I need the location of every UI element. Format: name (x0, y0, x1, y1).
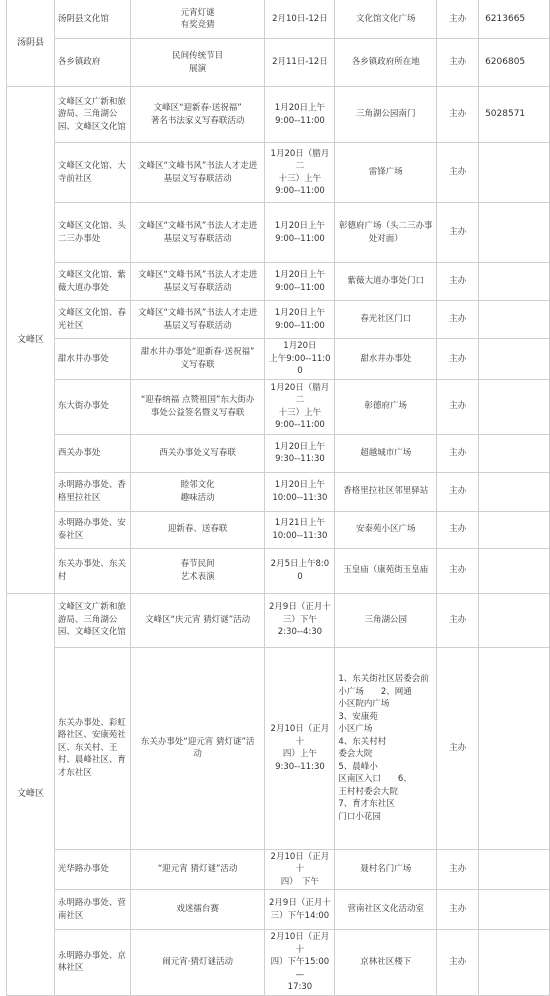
location-cell-line: 7、育才东社区 (338, 799, 395, 809)
location-cell-line: 紫薇大道办事处门口 (347, 276, 425, 287)
organizer-cell: 东大街办事处 (54, 379, 130, 434)
phone-cell (479, 339, 550, 380)
table-row (7, 593, 550, 647)
organizer-cell: 文峰区文广新和旅游局、三角湖公园、文峰区文化馆 (54, 87, 130, 143)
time-cell-line: 1月20日上午 (274, 270, 326, 280)
role-cell: 主办 (437, 0, 479, 39)
time-cell-line: 1月20日（腊月二 (270, 382, 330, 405)
time-cell-line: 9:00--11:00 (275, 320, 325, 331)
time-cell-line: 三）下午 (282, 614, 317, 625)
location-cell-line: 香格里拉社区邻里驿站 (343, 486, 429, 497)
phone-cell (479, 203, 550, 263)
location-cell-line: 1、东关街社区居委会前 (338, 674, 429, 684)
location-cell-line: 三角湖公园南门 (356, 109, 416, 120)
activity-cell (130, 203, 265, 263)
location-cell-line: 安泰苑小区广场 (356, 524, 416, 535)
time-cell (265, 301, 335, 339)
time-cell-line: 10:00--11:30 (272, 492, 328, 503)
role-cell: 主办 (437, 39, 479, 87)
phone-cell: 6213665 (479, 0, 550, 39)
location-cell-line: 小区广场 (338, 724, 373, 734)
phone-cell (479, 379, 550, 434)
location-cell-line: 4、东关村村 (338, 736, 387, 747)
time-cell-line: 2月5日上午8:00 (270, 559, 330, 582)
time-cell-line: 9:00--11:00 (275, 186, 325, 196)
activity-cell-line: 文峰区“文峰书风”书法人才走进 (137, 308, 258, 318)
activity-cell (130, 0, 265, 39)
location-cell-line: 甜水井办事处 (360, 353, 412, 364)
time-cell-line: 2月10日-12日 (272, 13, 328, 24)
activity-cell-line: 文峰区“文峰书风”书法人才走进 (137, 270, 258, 280)
phone-cell (479, 890, 550, 930)
organizer-cell: 文峰区文广新和旅游局、三角湖公园、文峰区文化馆 (54, 593, 130, 647)
phone-cell: 6206805 (479, 39, 550, 87)
location-cell (335, 849, 437, 890)
activity-cell-line: 著名书法家义写春联活动 (150, 115, 245, 126)
time-cell-line: 17:30 (287, 982, 313, 992)
activity-cell-line: 基层义写春联活动 (163, 233, 232, 244)
table-row (7, 548, 550, 593)
time-cell-line: 2:30--4:30 (277, 627, 323, 638)
organizer-cell: 文峰区文化馆、紫薇大道办事处 (54, 263, 130, 301)
time-cell (265, 263, 335, 301)
district-cell: 文峰区 (7, 87, 55, 594)
activity-cell (130, 472, 265, 511)
time-cell-line: 1月20日上午 (274, 308, 326, 318)
location-cell (335, 263, 437, 301)
activity-cell (130, 39, 265, 87)
time-cell-line: 9:00--11:00 (275, 420, 325, 430)
organizer-cell: 文峰区文化馆、大寺前社区 (54, 143, 130, 203)
location-cell-line: 聂村名门广场 (360, 864, 412, 874)
activity-cell-line: 戏迷擂台赛 (176, 904, 219, 915)
time-cell (265, 548, 335, 593)
phone-cell: 5028571 (479, 87, 550, 143)
phone-cell (479, 511, 550, 548)
activity-cell-line: 迎新春、送春联 (167, 524, 228, 535)
activity-cell (130, 87, 265, 143)
time-cell-line: 十三）上午 (278, 407, 322, 418)
time-cell (265, 434, 335, 472)
phone-cell (479, 849, 550, 890)
location-cell (335, 339, 437, 380)
location-cell (335, 301, 437, 339)
location-cell-line: 处对面） (368, 233, 403, 244)
location-cell-line: 5、晨峰小 (338, 761, 378, 772)
time-cell-line: 2月11日-12日 (272, 57, 328, 68)
table-row (7, 379, 550, 434)
time-cell-line: 四） 下午 (280, 876, 320, 887)
district-cell: 汤阴县 (7, 0, 55, 87)
table-row (7, 647, 550, 849)
time-cell (265, 39, 335, 87)
activity-cell-line: 文峰区“文峰书风”书法人才走进 (137, 221, 258, 231)
phone-cell (479, 593, 550, 647)
role-cell: 主办 (437, 890, 479, 930)
activity-cell-line: 民间传统节目 (172, 51, 224, 61)
time-cell-line: 十三）上午 (278, 173, 322, 184)
location-cell (335, 472, 437, 511)
activity-cell (130, 339, 265, 380)
time-cell-line: 1月20日 (283, 341, 317, 351)
location-cell (335, 0, 437, 39)
role-cell: 主办 (437, 511, 479, 548)
role-cell: 主办 (437, 849, 479, 890)
time-cell (265, 511, 335, 548)
activity-cell (130, 301, 265, 339)
location-cell-line: 门口小花园 (338, 811, 381, 822)
phone-cell (479, 472, 550, 511)
table-row (7, 472, 550, 511)
activity-cell-line: 动 (193, 749, 202, 759)
activity-cell-line: 西关办事处义写春联 (159, 447, 236, 458)
activity-cell (130, 647, 265, 849)
role-cell: 主办 (437, 548, 479, 593)
organizer-cell: 汤阴县文化馆 (54, 0, 130, 39)
location-cell-line: 区南区入口 6、 (338, 774, 412, 784)
role-cell: 主办 (437, 379, 479, 434)
activity-cell (130, 548, 265, 593)
location-cell-line: 王村村委会大院 (338, 786, 398, 797)
phone-cell (479, 647, 550, 849)
activity-cell (130, 849, 265, 890)
location-cell (335, 548, 437, 593)
table-row (7, 0, 550, 39)
table-row (7, 930, 550, 996)
time-cell (265, 0, 335, 39)
organizer-cell: 东关办事处、东关村 (54, 548, 130, 593)
location-cell-line: 文化馆文化广场 (356, 13, 416, 24)
time-cell-line: 9:30--11:30 (275, 761, 325, 772)
activity-cell-line: 艺术表演 (180, 571, 215, 582)
organizer-cell: 东关办事处、彩虹路社区、安康苑社区、东关村、王村、晨峰社区、育才东社区 (54, 647, 130, 849)
location-cell (335, 890, 437, 930)
organizer-cell: 光华路办事处 (54, 849, 130, 890)
table-row (7, 39, 550, 87)
district-cell: 文峰区 (7, 593, 55, 995)
activity-cell (130, 379, 265, 434)
activity-cell (130, 434, 265, 472)
location-cell-line: 彰德府广场（头二三办事 (339, 221, 433, 231)
activity-cell-line: 元宵灯谜 (180, 7, 215, 18)
table-row (7, 143, 550, 203)
activity-cell (130, 263, 265, 301)
time-cell-line: 2月9日（正月十 (269, 898, 331, 908)
time-cell-line: 四）上午 (282, 749, 317, 759)
organizer-cell: 永明路办事处、香格里拉社区 (54, 472, 130, 511)
time-cell-line: 10:00--11:30 (272, 530, 328, 541)
organizer-cell: 甜水井办事处 (54, 339, 130, 380)
location-cell-line: 春光社区门口 (360, 314, 412, 325)
location-cell-line: 各乡镇政府所在地 (351, 57, 420, 68)
time-cell-line: 1月21日上午 (274, 518, 326, 528)
role-cell: 主办 (437, 203, 479, 263)
location-cell-line: 委会大院 (338, 749, 373, 759)
location-cell (335, 930, 437, 996)
table-row (7, 434, 550, 472)
location-cell (335, 434, 437, 472)
time-cell (265, 339, 335, 380)
activity-cell-line: 文峰区“迎新春·送祝福” (153, 103, 242, 113)
phone-cell (479, 434, 550, 472)
activity-cell-line: 基层义写春联活动 (163, 320, 232, 331)
location-cell (335, 87, 437, 143)
role-cell: 主办 (437, 339, 479, 380)
location-cell (335, 593, 437, 647)
activity-cell-line: 东关办事处“迎元宵 猜灯谜”活 (140, 736, 255, 747)
activity-cell-line: 文峰区“庆元宵 猜灯谜”活动 (145, 614, 251, 625)
table-row (7, 263, 550, 301)
time-cell-line: 1月20日上午 (274, 103, 326, 113)
activity-cell-line: 基层义写春联活动 (163, 282, 232, 293)
location-cell-line: 小广场 2、网通 (338, 686, 412, 697)
location-cell-line: 小区院内广场 (338, 699, 390, 709)
location-cell (335, 143, 437, 203)
location-cell-line: 雷锋广场 (368, 167, 403, 178)
role-cell: 主办 (437, 647, 479, 849)
role-cell: 主办 (437, 593, 479, 647)
organizer-cell: 文峰区文化馆、头二三办事处 (54, 203, 130, 263)
phone-cell (479, 301, 550, 339)
activity-cell-line: 趣味活动 (180, 492, 215, 503)
location-cell-line: 3、安康苑 (338, 711, 378, 722)
time-cell-line: 9:00--11:00 (275, 282, 325, 293)
organizer-cell: 各乡镇政府 (54, 39, 130, 87)
table-body (7, 0, 550, 995)
activity-cell-line: 义写春联 (180, 359, 215, 370)
time-cell-line: 9:00--11:00 (275, 115, 325, 126)
activity-cell-line: “迎元宵 猜灯谜”活动 (157, 864, 238, 874)
location-cell (335, 647, 437, 849)
location-cell-line: 京林社区楼下 (360, 957, 412, 967)
phone-cell (479, 143, 550, 203)
organizer-cell: 永明路办事处、安泰社区 (54, 511, 130, 548)
activity-cell-line: 闹元宵·猜灯谜活动 (162, 957, 233, 967)
time-cell (265, 143, 335, 203)
time-cell-line: 2月10日（正月十 (270, 932, 330, 955)
phone-cell (479, 263, 550, 301)
time-cell-line: 上午9:00--11:00 (269, 353, 331, 376)
table-row (7, 203, 550, 263)
role-cell: 主办 (437, 263, 479, 301)
time-cell (265, 647, 335, 849)
activity-cell (130, 511, 265, 548)
activity-cell (130, 890, 265, 930)
organizer-cell: 西关办事处 (54, 434, 130, 472)
role-cell: 主办 (437, 930, 479, 996)
activity-cell (130, 930, 265, 996)
location-cell-line: 超越城市广场 (360, 447, 412, 458)
activity-cell-line: 甜水井办事处“迎新春·送祝福” (140, 347, 255, 358)
time-cell-line: 2月10日（正月十 (270, 724, 330, 747)
time-cell-line: 1月20日上午 (274, 441, 326, 452)
activity-cell-line: 基层义写春联活动 (163, 173, 232, 184)
location-cell-line: 营南社区文化活动室 (347, 904, 425, 915)
table-row (7, 890, 550, 930)
time-cell (265, 930, 335, 996)
time-cell (265, 890, 335, 930)
time-cell-line: 1月20日上午 (274, 480, 326, 490)
location-cell (335, 379, 437, 434)
location-cell-line: 三角湖公园 (364, 614, 408, 625)
table-row (7, 301, 550, 339)
location-cell-line: 玉皇庙（康苑街玉皇庙 (343, 565, 429, 576)
activity-cell (130, 143, 265, 203)
time-cell (265, 379, 335, 434)
time-cell-line: 9:30--11:30 (275, 454, 325, 464)
time-cell (265, 593, 335, 647)
activity-cell-line: 展演 (189, 63, 207, 74)
organizer-cell: 永明路办事处、营南社区 (54, 890, 130, 930)
time-cell-line: 9:00--11:00 (275, 233, 325, 244)
time-cell-line: 三）下午14:00 (270, 910, 330, 921)
table-row (7, 87, 550, 143)
organizer-cell: 文峰区文化馆、春光社区 (54, 301, 130, 339)
events-table (6, 0, 550, 996)
time-cell (265, 87, 335, 143)
role-cell: 主办 (437, 301, 479, 339)
phone-cell (479, 548, 550, 593)
time-cell-line: 四）下午15:00— (270, 957, 330, 980)
role-cell: 主办 (437, 143, 479, 203)
activity-cell-line: “迎春纳福 点赞祖国”东大街办 (140, 395, 255, 405)
activity-cell-line: 春节民间 (180, 559, 215, 569)
activity-cell-line: 有奖竞猜 (180, 20, 215, 30)
time-cell-line: 2月10日（正月十 (270, 851, 330, 874)
location-cell-line: 彰德府广场 (364, 401, 408, 412)
activity-cell (130, 593, 265, 647)
phone-cell (479, 930, 550, 996)
location-cell (335, 39, 437, 87)
time-cell (265, 472, 335, 511)
activity-cell-line: 文峰区“文峰书风”书法人才走进 (137, 161, 258, 171)
organizer-cell: 永明路办事处、京林社区 (54, 930, 130, 996)
time-cell-line: 1月20日上午 (274, 221, 326, 231)
table-row (7, 511, 550, 548)
table-row (7, 339, 550, 380)
activity-cell-line: 睦邻文化 (180, 480, 215, 490)
location-cell (335, 203, 437, 263)
table-row (7, 849, 550, 890)
role-cell: 主办 (437, 472, 479, 511)
role-cell: 主办 (437, 434, 479, 472)
location-cell (335, 511, 437, 548)
time-cell-line: 2月9日（正月十 (269, 602, 331, 613)
time-cell (265, 203, 335, 263)
role-cell: 主办 (437, 87, 479, 143)
time-cell-line: 1月20日（腊月二 (270, 148, 330, 171)
activity-cell-line: 事处公益签名暨义写春联 (150, 407, 245, 418)
time-cell (265, 849, 335, 890)
